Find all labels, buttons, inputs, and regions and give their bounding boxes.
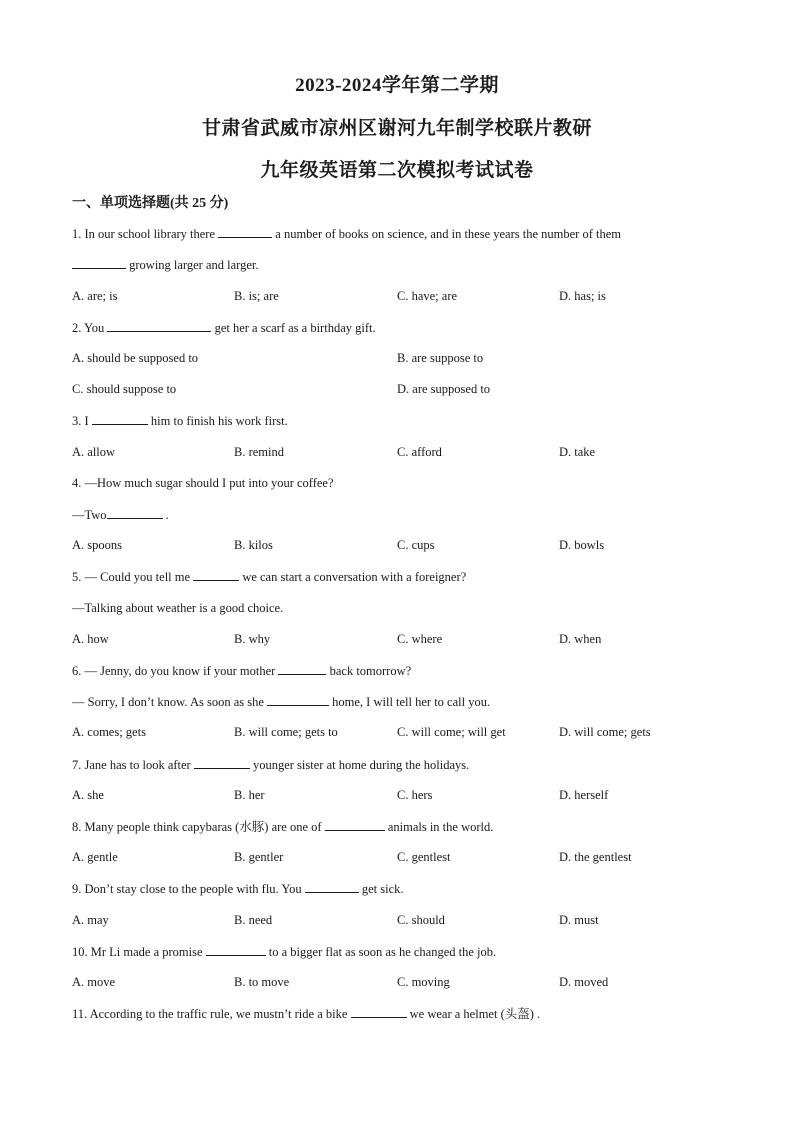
question-11: 11. According to the traffic rule, we mustn’t ride a bike we wear a helmet (头盔) . [72, 1007, 541, 1021]
answer-blank [107, 319, 211, 332]
question-2: 2. You get her a scarf as a birthday gift. [72, 321, 376, 335]
option-a: A. are; is [72, 289, 118, 303]
option-a: A. spoons [72, 538, 123, 552]
option-b: B. remind [234, 445, 284, 459]
question-1-cont: growing larger and larger. [72, 256, 258, 273]
option-d: D. herself [559, 788, 609, 802]
option-c: C. moving [397, 975, 450, 989]
answer-blank [107, 506, 163, 519]
answer-blank [193, 568, 239, 581]
question-4: 4. —How much sugar should I put into your coffee? [72, 476, 334, 490]
exam-year-title: 2023-2024学年第二学期 [295, 75, 499, 96]
option-a: A. may [72, 913, 109, 927]
question-3: 3. I him to finish his work first. [72, 414, 288, 428]
option-d: D. must [559, 913, 599, 927]
question-9: 9. Don’t stay close to the people with flu. You get sick. [72, 882, 404, 896]
section-title: 一、单项选择题(共 25 分) [72, 196, 229, 211]
question-5-cont: —Talking about weather is a good choice. [72, 601, 284, 615]
option-c: C. should [397, 913, 445, 927]
option-a: A. she [72, 788, 104, 802]
option-b: B. are suppose to [397, 351, 484, 365]
answer-blank [267, 693, 329, 706]
option-a: A. should be supposed to [72, 351, 199, 365]
option-b: B. kilos [234, 538, 273, 552]
option-d: D. will come; gets [559, 725, 651, 739]
exam-title: 九年级英语第二次模拟考试试卷 [260, 160, 534, 181]
answer-blank [325, 818, 385, 831]
answer-blank [218, 225, 272, 238]
option-b: B. is; are [234, 289, 279, 303]
option-a: A. how [72, 632, 109, 646]
question-4-cont: —Two . [72, 508, 169, 522]
answer-blank [72, 256, 126, 269]
option-b: B. why [234, 632, 271, 646]
option-b: B. gentler [234, 850, 284, 864]
option-a: A. allow [72, 445, 116, 459]
option-c: C. should suppose to [72, 382, 177, 396]
option-d: D. has; is [559, 289, 606, 303]
question-7: 7. Jane has to look after younger sister at home during the holidays. [72, 758, 470, 772]
question-6: 6. — Jenny, do you know if your mother back tomorrow? [72, 664, 412, 678]
answer-blank [194, 756, 250, 769]
option-a: A. comes; gets [72, 725, 146, 739]
option-a: A. gentle [72, 850, 118, 864]
option-d: D. moved [559, 975, 609, 989]
option-c: C. hers [397, 788, 433, 802]
option-d: D. bowls [559, 538, 605, 552]
answer-blank [305, 880, 359, 893]
option-d: D. the gentlest [559, 850, 632, 864]
question-1: 1. In our school library there a number of books on science, and in these years the number of them [72, 227, 621, 241]
option-a: A. move [72, 975, 116, 989]
option-b: B. will come; gets to [234, 725, 338, 739]
option-d: D. when [559, 632, 602, 646]
answer-blank [92, 412, 148, 425]
option-c: C. have; are [397, 289, 458, 303]
option-b: B. to move [234, 975, 290, 989]
option-c: C. where [397, 632, 443, 646]
option-b: B. need [234, 913, 273, 927]
question-5: 5. — Could you tell me we can start a conversation with a foreigner? [72, 570, 467, 584]
option-c: C. cups [397, 538, 435, 552]
question-10: 10. Mr Li made a promise to a bigger flat as soon as he changed the job. [72, 945, 497, 959]
option-d: D. take [559, 445, 596, 459]
question-8: 8. Many people think capybaras (水豚) are one of animals in the world. [72, 820, 494, 834]
school-title: 甘肃省武威市凉州区谢河九年制学校联片教研 [201, 118, 592, 139]
option-b: B. her [234, 788, 265, 802]
option-d: D. are supposed to [397, 382, 491, 396]
question-6-cont: — Sorry, I don’t know. As soon as she home, I will tell her to call you. [72, 695, 491, 709]
option-c: C. gentlest [397, 850, 451, 864]
option-c: C. afford [397, 445, 442, 459]
answer-blank [351, 1005, 407, 1018]
answer-blank [278, 662, 326, 675]
option-c: C. will come; will get [397, 725, 506, 739]
answer-blank [206, 943, 266, 956]
